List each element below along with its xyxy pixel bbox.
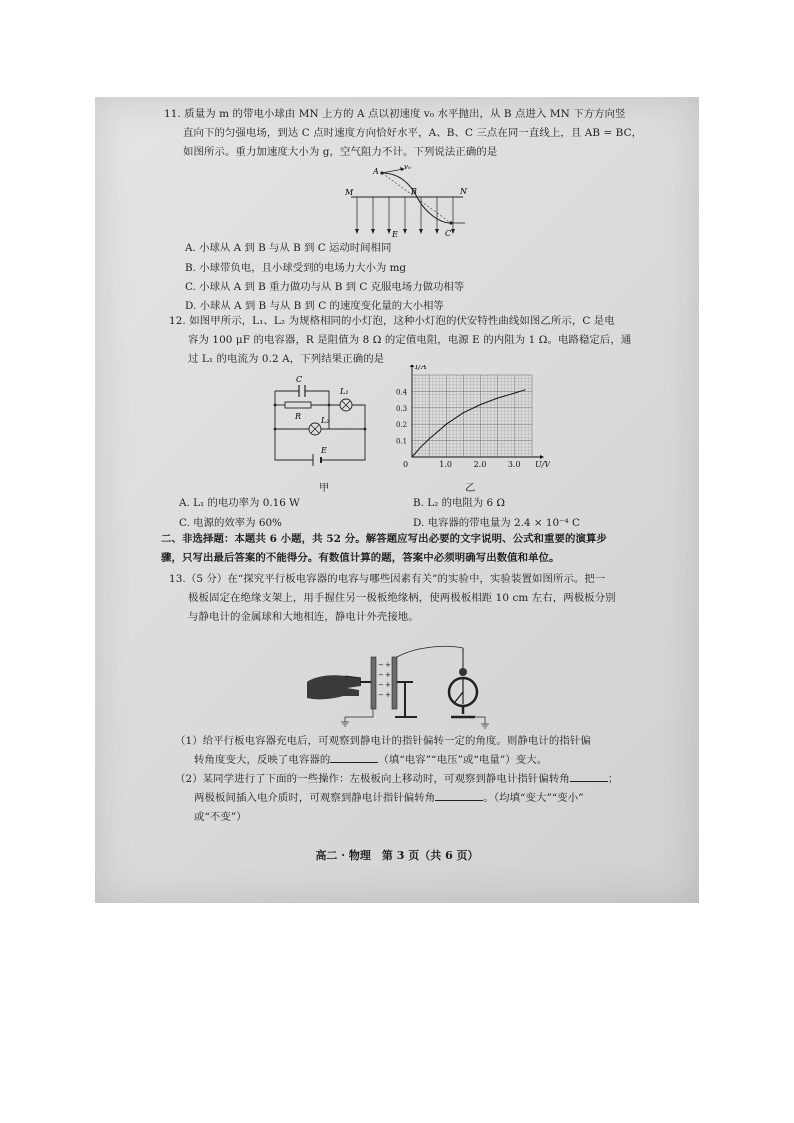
chart-caption: 乙 [465,482,476,494]
label-l2: L₂ [321,416,330,425]
label-resistor: R [295,412,302,421]
exam-page [95,97,699,903]
curve-point [463,412,464,413]
curve-point [420,447,421,448]
curve-point [525,389,526,390]
page-footer: 高二 · 物理 第 3 页（共 6 页） [315,849,479,862]
question-13-stem: 13.（5 分）在“探究平行板电容器的电容与哪些因素有关”的实验中，实验装置如图所示。把一 极板固定在绝缘支架上，用手握住另一极板绝缘柄，使两极板相距 10 cm 左右，两极板分别 与静电计的金属球和大地相连，静电计外壳接地。 [169,573,616,623]
capacitor-electroscope-apparatus [305,642,525,732]
chart-grid [412,375,532,457]
curve-point [412,457,413,458]
answer-blank-3[interactable] [435,790,483,801]
svg-text:+: + [385,681,391,689]
y-tick-label: 0.1 [396,437,408,446]
lamp-l2 [309,423,321,435]
ground-symbol-left [341,722,349,726]
label-b: B [411,187,417,196]
lamp-l1 [340,399,352,411]
q12-option-a: A. L₁ 的电功率为 0.16 W [179,497,300,509]
right-plate-charges [385,661,391,699]
x-tick-label: 3.0 [507,460,521,469]
answer-blank-2[interactable] [570,771,608,782]
q11-option-d: D. 小球从 A 到 B 与从 B 到 C 的速度变化量的大小相等 [185,300,444,312]
label-c: C [445,229,452,238]
q12-option-d: D. 电容器的带电量为 2.4 × 10⁻⁴ C [413,517,580,529]
label-capacitor: C [296,375,303,384]
left-plate [371,657,376,709]
curve-point [437,431,438,432]
ground-symbol-right [481,724,489,728]
x-axis-arrow [540,455,544,459]
label-a: A [373,167,379,176]
question-12-stem: 12. 如图甲所示，L₁、L₂ 为规格相同的小灯泡，这种小灯泡的伏安特性曲线如图乙所示，C 是电 容为 100 μF 的电容器，R 是阻值为 8 Ω 的定值电阻，电源 E 的内阻为 1 Ω。电路稳定后，通 过 L₁ 的电流为 0.2 A，下列结果正确的是 [169,315,632,365]
curve-point [446,424,447,425]
svg-text:−: − [378,671,384,679]
y-tick-label: 0.2 [396,421,408,430]
circuit-caption: 甲 [319,482,330,494]
curve-point [480,404,481,405]
x-tick-label: 2.0 [473,460,487,469]
left-plate-charges [378,661,384,699]
chart-tick-labels [396,365,550,469]
question-13-part-1: （1）给平行板电容器充电后，可观察到静电计的指针偏转一定的角度。则静电计的指针偏 转角度变大，反映了电容器的 （填“电容”“电压”或“电量”）变大。 [175,735,591,766]
svg-text:+: + [385,661,391,669]
svg-text:−: − [378,691,384,699]
curve-point [429,438,430,439]
point-c [449,221,452,224]
svg-text:−: − [378,661,384,669]
curve-point [514,393,515,394]
field-arrowheads [355,229,455,234]
label-n: N [460,187,467,196]
y-axis-label: I/A [415,365,427,371]
electroscope-base [451,706,475,717]
curve-point [497,397,498,398]
y-tick-label: 0.4 [396,388,408,397]
projectile-field-diagram [345,163,470,241]
iv-curve-chart [390,365,550,477]
label-source: E [321,446,327,455]
label-e: E [392,230,398,239]
label-m: M [345,188,354,197]
field-lines [357,197,453,233]
answer-blank-1[interactable] [330,752,378,763]
y-tick-label: 0.3 [396,404,408,413]
abc-line [382,173,451,223]
resistor-r [285,402,311,408]
label-v0: v₀ [404,163,411,171]
question-11-stem: 11. 质量为 m 的带电小球由 MN 上方的 A 点以初速度 v₀ 水平抛出，从 B 点进入 MN 下方方向竖 直向下的匀强电场，到达 C 点时速度方向恰好水平，A、B、C 三点在同一直线上，且 AB = BC， 如图所示。重力加速度大小为 g，空气阻力不计。下列说法正确的是 [164,108,643,158]
q12-option-b: B. L₂ 的电阻为 6 Ω [413,497,506,509]
q11-option-c: C. 小球从 A 到 B 重力做功与从 B 到 C 克服电场力做功相等 [185,281,465,293]
x-tick-label: 1.0 [439,460,453,469]
section-2-instructions: 二、非选择题：本题共 6 小题，共 52 分。解答题应写出必要的文字说明、公式和重要的演算步 骤，只写出最后答案的不能得分。有数值计算的题，答案中必须明确写出数值和单位。 [161,533,607,564]
q12-option-c: C. 电源的效率为 60% [179,517,282,529]
circuit-diagram [265,375,375,475]
hand-icon [307,675,361,699]
connecting-wire [397,646,463,657]
label-l1: L₁ [340,387,349,396]
svg-text:+: + [385,671,391,679]
origin-label: 0 [403,460,409,469]
right-plate [392,657,397,709]
x-axis-label: U/V [535,460,550,469]
point-a [380,171,383,174]
velocity-arrow [382,169,403,173]
y-axis-arrow [410,365,414,367]
insulated-stand [395,682,417,717]
electroscope-ball [459,668,467,676]
svg-text:−: − [378,681,384,689]
svg-text:+: + [385,691,391,699]
question-13-part-2: （2）某同学进行了下面的一些操作：左极板向上移动时，可观察到静电计指针偏转角 ； 两极板间插入电介质时，可观察到静电计指针偏转角 。（均填“变大”“变小” 或“不变”） [175,773,619,823]
q11-option-a: A. 小球从 A 到 B 与从 B 到 C 运动时间相同 [185,242,392,254]
q11-option-b: B. 小球带负电，且小球受到的电场力大小为 mg [185,262,407,274]
